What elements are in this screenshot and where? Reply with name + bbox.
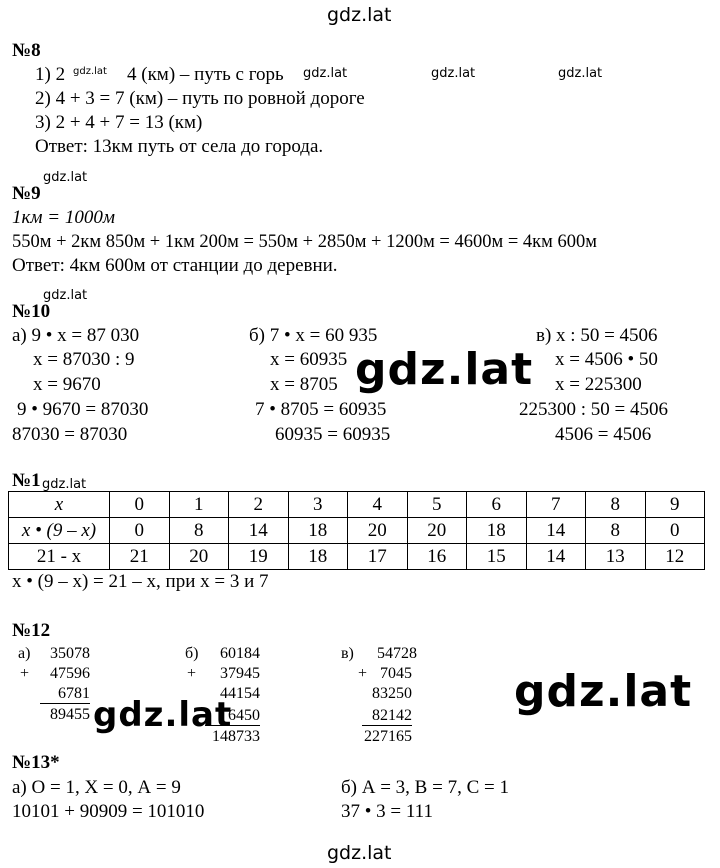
task-10-b-line: x = 8705: [270, 374, 338, 395]
task-12-c-n1: 54728: [377, 645, 417, 662]
table-cell: 9: [645, 492, 705, 518]
table-cell: 18: [288, 544, 348, 570]
table-cell: 0: [110, 492, 170, 518]
task-8-line-3: 3) 2 + 4 + 7 = 13 (км): [35, 112, 203, 133]
watermark-large: gdz.lat: [355, 344, 534, 395]
task-8-title: №8: [12, 40, 41, 61]
task-12-c-sum: 227165: [364, 728, 412, 745]
task-8-line-1a: 1) 2: [35, 64, 66, 85]
watermark-medium: gdz.lat: [93, 695, 233, 735]
task-12-c-n4: 82142: [362, 706, 412, 726]
watermark-top: gdz.lat: [327, 4, 392, 26]
task-10-b-line: 60935 = 60935: [275, 424, 391, 445]
task-12-a-n2: 47596: [50, 665, 90, 682]
table-cell: 14: [526, 544, 586, 570]
table-cell: 1: [169, 492, 229, 518]
watermark-bottom: gdz.lat: [327, 842, 392, 864]
task-9-line-2: 550м + 2км 850м + 1км 200м = 550м + 2850м + 1200м = 4600м = 4км 600м: [12, 232, 597, 252]
table-cell: 21 - x: [9, 544, 110, 570]
watermark: gdz.lat: [42, 477, 87, 492]
table-cell: 15: [467, 544, 527, 570]
table-cell: 20: [407, 518, 467, 544]
table-cell: 7: [526, 492, 586, 518]
table-cell: x: [9, 492, 110, 518]
table-cell: 3: [288, 492, 348, 518]
task-12-a-op: +: [20, 665, 30, 682]
task-12-b-n1: 60184: [220, 645, 260, 662]
task-10-b-line: 7 • 8705 = 60935: [255, 399, 387, 420]
task-12-a-label: а): [18, 645, 31, 662]
table-cell: 0: [110, 518, 170, 544]
task-12-c-op: +: [358, 665, 368, 682]
table-cell: 2: [229, 492, 289, 518]
task-12-a-n3: 6781: [40, 684, 90, 704]
task-12-b-n2: 37945: [220, 665, 260, 682]
task-12-b-sum: 148733: [212, 728, 260, 745]
task-12-c-n2: 7045: [380, 665, 412, 682]
task-10-c-line: x = 4506 • 50: [555, 349, 658, 370]
table-cell: 0: [645, 518, 705, 544]
table-cell: 18: [467, 518, 527, 544]
watermark-inline: gdz.lat: [73, 66, 107, 77]
task-11-table: [8, 491, 705, 570]
table-cell: 13: [586, 544, 646, 570]
task-13-a-line-1: а) О = 1, Х = 0, А = 9: [12, 777, 181, 798]
table-row: [9, 518, 705, 544]
task-12-c-n3: 83250: [372, 685, 412, 702]
task-10-c-line: 225300 : 50 = 4506: [519, 399, 668, 420]
task-10-c-line: x = 225300: [555, 374, 642, 395]
task-13-b-line-1: б) А = 3, В = 7, С = 1: [341, 777, 509, 798]
task-11-answer: x • (9 – x) = 21 – x, при x = 3 и 7: [12, 571, 269, 592]
table-cell: 18: [288, 518, 348, 544]
watermark: gdz.lat: [558, 66, 603, 81]
table-row: [9, 492, 705, 518]
watermark: gdz.lat: [303, 66, 348, 81]
table-cell: 14: [526, 518, 586, 544]
table-cell: 16: [407, 544, 467, 570]
task-10-b-line: x = 60935: [270, 349, 348, 370]
task-11-title: №1: [12, 470, 41, 491]
watermark-large: gdz.lat: [514, 666, 693, 717]
table-cell: 20: [169, 544, 229, 570]
task-12-title: №12: [12, 620, 51, 641]
table-row: [9, 544, 705, 570]
watermark: gdz.lat: [43, 170, 88, 185]
task-9-title: №9: [12, 183, 41, 204]
table-cell: x • (9 – x): [9, 518, 110, 544]
table-cell: 17: [348, 544, 408, 570]
task-9-line-1: 1км = 1000м: [12, 207, 115, 228]
table-cell: 5: [407, 492, 467, 518]
task-12-a-n1: 35078: [50, 645, 90, 662]
table-cell: 6: [467, 492, 527, 518]
task-8-line-1b: 4 (км) – путь с горь: [127, 64, 284, 85]
task-12-b-n3: 44154: [220, 685, 260, 702]
task-10-a-line: 87030 = 87030: [12, 424, 128, 445]
table-cell: 20: [348, 518, 408, 544]
task-9-answer: Ответ: 4км 600м от станции до деревни.: [12, 255, 338, 276]
task-10-b-line: б) 7 • x = 60 935: [249, 325, 378, 346]
task-10-a-line: 9 • 9670 = 87030: [17, 399, 149, 420]
task-12-b-n4: 6450: [205, 706, 260, 726]
task-8-answer: Ответ: 13км путь от села до города.: [35, 136, 324, 157]
task-13-title: №13*: [12, 752, 60, 773]
task-12-b-label: б): [185, 645, 199, 662]
task-10-a-line: а) 9 • x = 87 030: [12, 325, 140, 346]
watermark: gdz.lat: [431, 66, 476, 81]
task-10-c-line: 4506 = 4506: [555, 424, 652, 445]
table-cell: 19: [229, 544, 289, 570]
table-cell: 21: [110, 544, 170, 570]
task-10-title: №10: [12, 301, 51, 322]
table-cell: 8: [586, 492, 646, 518]
task-10-a-line: x = 9670: [33, 374, 101, 395]
table-cell: 14: [229, 518, 289, 544]
task-12-c-label: в): [341, 645, 354, 662]
task-12-a-sum: 89455: [50, 706, 90, 723]
table-cell: 12: [645, 544, 705, 570]
task-8-line-2: 2) 4 + 3 = 7 (км) – путь по ровной дороге: [35, 88, 365, 109]
watermark: gdz.lat: [43, 288, 88, 303]
table-cell: 4: [348, 492, 408, 518]
table-cell: 8: [169, 518, 229, 544]
task-10-c-line: в) x : 50 = 4506: [536, 325, 658, 346]
task-10-a-line: x = 87030 : 9: [33, 349, 135, 370]
task-12-b-op: +: [187, 665, 197, 682]
task-13-a-line-2: 10101 + 90909 = 101010: [12, 801, 205, 822]
table-cell: 8: [586, 518, 646, 544]
task-13-b-line-2: 37 • 3 = 111: [341, 801, 433, 822]
